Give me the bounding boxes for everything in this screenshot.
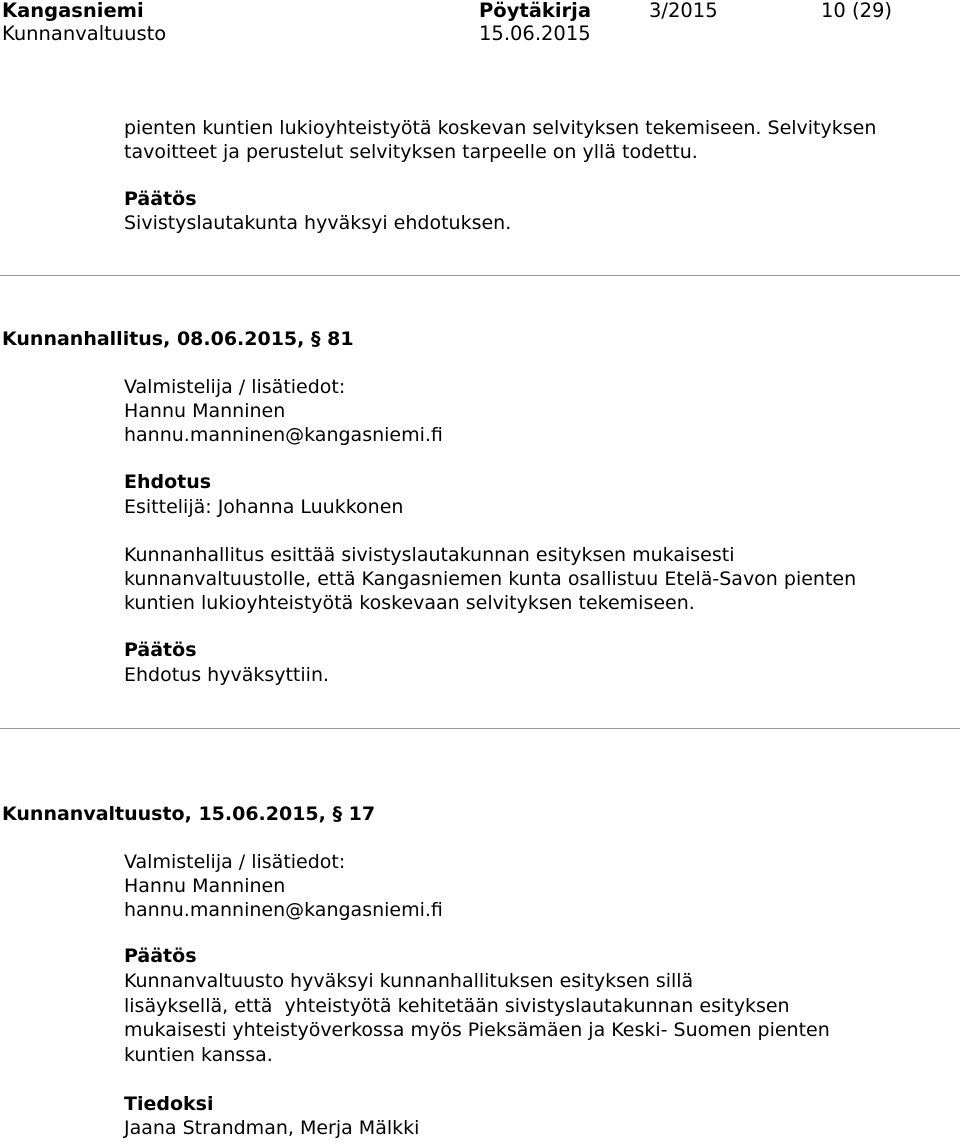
decision-text: Sivistyslautakunta hyväksyi ehdotuksen.: [124, 212, 512, 234]
paragraph-line: lisäyksellä, että yhteistyötä kehitetään sivistyslautakunnan esityksen: [124, 995, 790, 1017]
preparer-label: Valmistelija / lisätiedot:: [124, 376, 346, 398]
issue-number: 3/2015: [649, 0, 718, 22]
paragraph-line: mukaisesti yhteistyöverkossa myös Pieksämäen ja Keski- Suomen pienten: [124, 1019, 830, 1041]
distribution-list: Jaana Strandman, Merja Mälkki: [124, 1117, 420, 1139]
preparer-name: Hannu Manninen: [124, 400, 286, 422]
preparer-label: Valmistelija / lisätiedot:: [124, 851, 346, 873]
paragraph-line: Kunnanhallitus esittää sivistyslautakunnan esityksen mukaisesti: [124, 544, 735, 566]
section-divider: [0, 275, 960, 276]
proposal-label: Ehdotus: [124, 471, 212, 493]
paragraph-line: kuntien kanssa.: [124, 1044, 273, 1066]
presenter: Esittelijä: Johanna Luukkonen: [124, 496, 404, 518]
paragraph-line: Kunnanvaltuusto hyväksyi kunnanhallituksen esityksen sillä: [124, 970, 694, 992]
meeting-date: 15.06.2015: [479, 22, 591, 45]
paragraph-line: kunnanvaltuustolle, että Kangasniemen kunta osallistuu Etelä-Savon pienten: [124, 568, 857, 590]
paragraph-line: pienten kuntien lukioyhteistyötä koskevan selvityksen tekemiseen. Selvityksen: [124, 117, 877, 139]
paragraph-line: tavoitteet ja perustelut selvityksen tarpeelle on yllä todettu.: [124, 141, 698, 163]
decision-label: Päätös: [124, 639, 197, 661]
section-title: Kunnanhallitus, 08.06.2015, § 81: [2, 328, 354, 350]
decision-text: Ehdotus hyväksyttiin.: [124, 664, 330, 686]
distribution-label: Tiedoksi: [124, 1093, 214, 1115]
preparer-email: hannu.manninen@kangasniemi.fi: [124, 424, 443, 446]
decision-label: Päätös: [124, 188, 197, 210]
municipality-name: Kangasniemi: [2, 0, 144, 22]
section-divider: [0, 728, 960, 729]
document-type: Pöytäkirja: [479, 0, 591, 22]
preparer-email: hannu.manninen@kangasniemi.fi: [124, 899, 443, 921]
preparer-name: Hannu Manninen: [124, 875, 286, 897]
decision-label: Päätös: [124, 945, 197, 967]
section-title: Kunnanvaltuusto, 15.06.2015, § 17: [2, 803, 376, 825]
paragraph-line: kuntien lukioyhteistyötä koskevaan selvityksen tekemiseen.: [124, 592, 695, 614]
governing-body: Kunnanvaltuusto: [2, 22, 167, 45]
page-number: 10 (29): [821, 0, 893, 22]
